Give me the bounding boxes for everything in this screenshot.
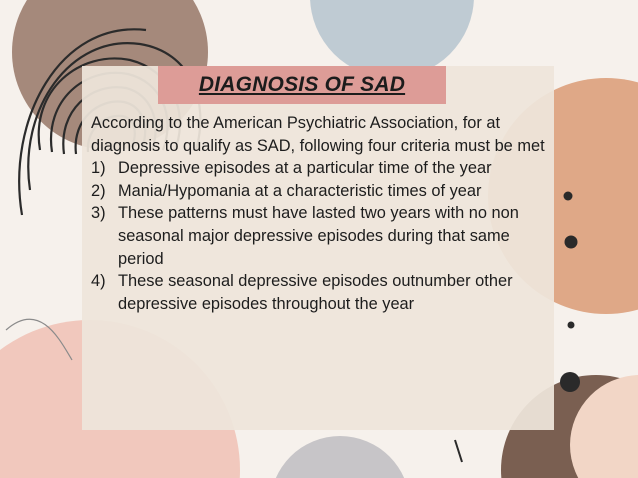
- grey-circle-shape: [270, 436, 410, 478]
- list-item-text: These seasonal depressive episodes outnumber other depressive episodes throughout the year: [118, 272, 513, 313]
- list-item-number: 4): [91, 272, 106, 291]
- slide-title: DIAGNOSIS OF SAD: [198, 73, 406, 96]
- slide-body: [91, 112, 551, 315]
- dot-decoration: [560, 372, 580, 392]
- list-item: [91, 180, 551, 203]
- list-item-number: 1): [91, 159, 106, 178]
- criteria-list: [91, 157, 551, 315]
- list-item-text: Depressive episodes at a particular time of the year: [118, 159, 492, 178]
- intro-paragraph: According to the American Psychiatric Association, for at diagnosis to qualify as SAD, following four criteria must be met: [91, 114, 545, 155]
- list-item: [91, 270, 551, 315]
- list-item-number: 3): [91, 204, 106, 223]
- list-item: [91, 202, 551, 270]
- list-item-text: These patterns must have lasted two years with no non seasonal major depressive episodes during that same period: [118, 204, 519, 268]
- title-bar: [158, 66, 446, 104]
- dot-decoration: [564, 192, 573, 201]
- stroke-decoration: [455, 440, 462, 462]
- dot-decoration: [568, 322, 575, 329]
- list-item-text: Mania/Hypomania at a characteristic times of year: [118, 181, 482, 200]
- list-item-number: 2): [91, 181, 106, 200]
- dot-decoration: [565, 236, 578, 249]
- list-item: [91, 157, 551, 180]
